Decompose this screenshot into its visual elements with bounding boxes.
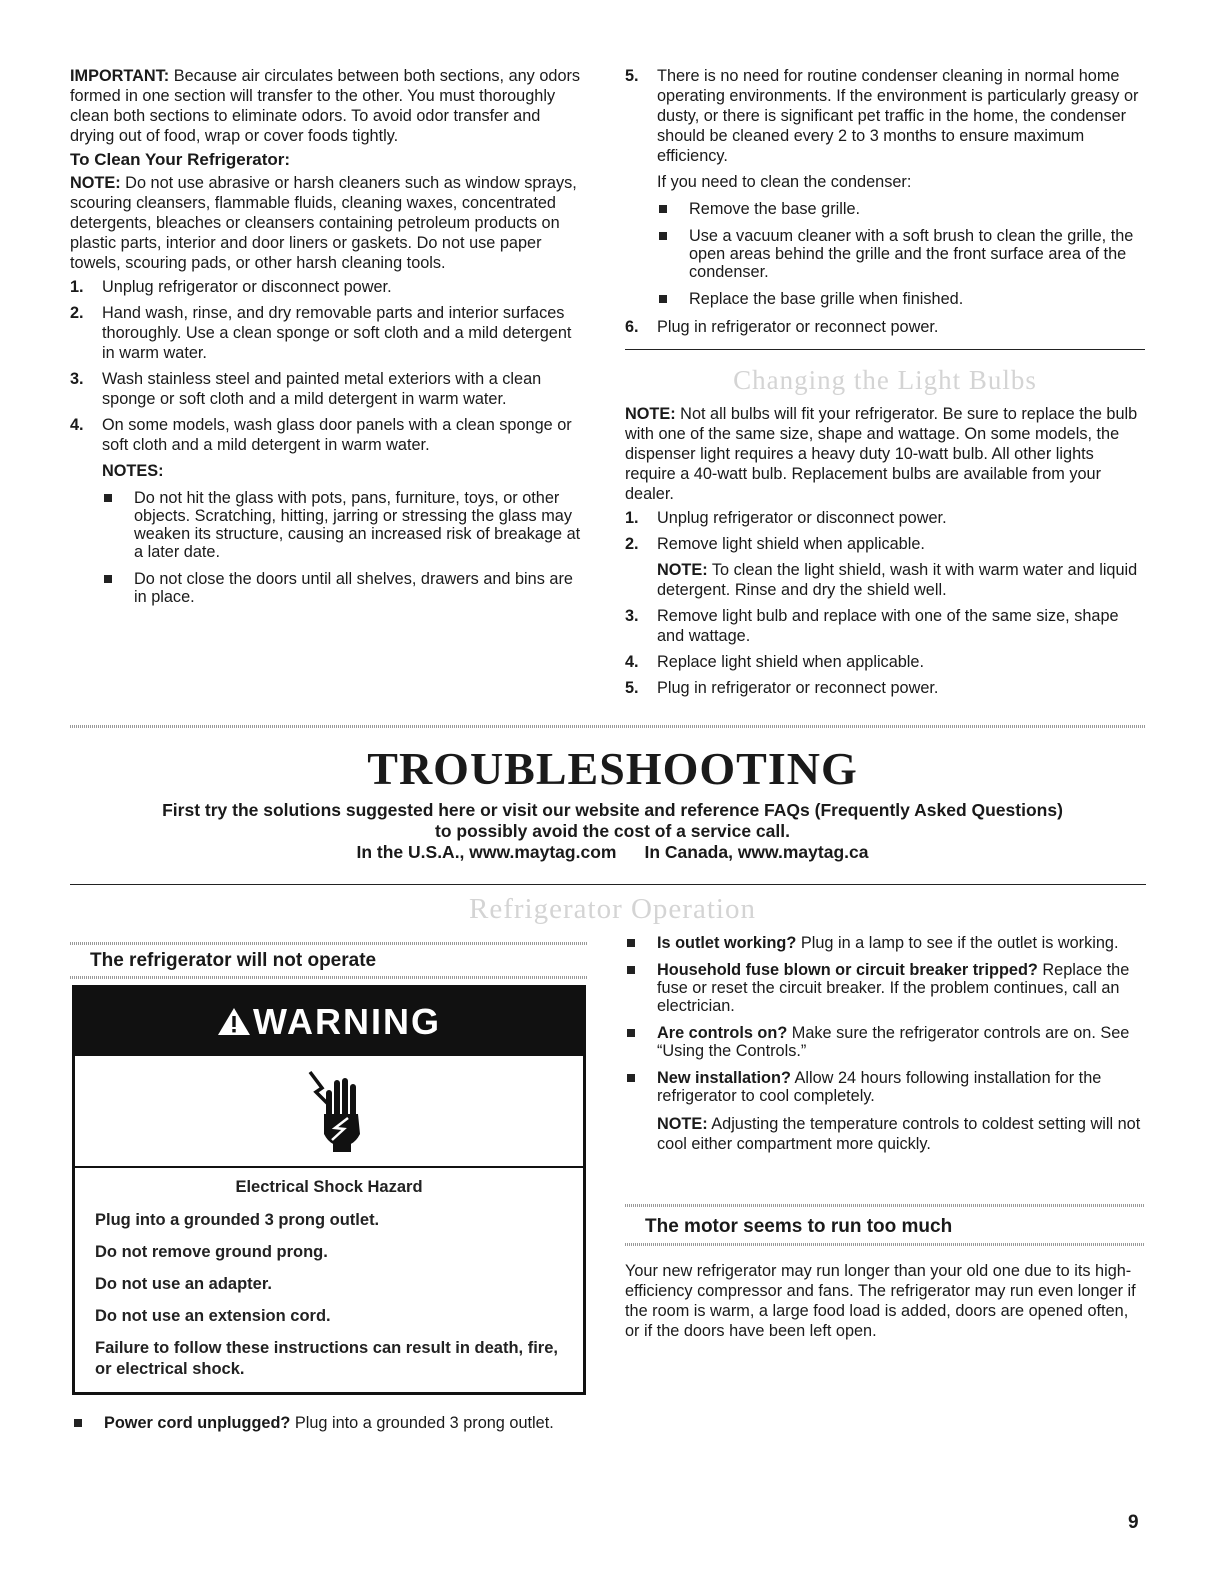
issue-heading: The refrigerator will not operate [90, 950, 377, 971]
note-text: Do not use abrasive or harsh cleaners such as window sprays, scouring cleansers, flammable fluids, cleaning waxes, concentrated detergents, bleaches or cleansers containing petroleum products on plastic parts, interior and door liners or gaskets. Do not use paper towels, scouring pads, or other harsh cleaning tools. [70, 174, 577, 272]
troubleshooting-intro [60, 800, 1165, 863]
warning-label: WARNING [253, 1001, 441, 1042]
condenser-item: Replace the base grille when finished. [657, 290, 1145, 308]
check-item: New installation? Allow 24 hours following installation for the refrigerator to cool completely. [625, 1069, 1145, 1105]
usa-website: In the U.S.A., www.maytag.com [356, 842, 617, 862]
section-rule [70, 884, 1146, 885]
bulb-step: 4. Replace light shield when applicable. [625, 653, 925, 671]
clean-step: 6. Plug in refrigerator or reconnect power. [625, 318, 939, 336]
important-text: Because air circulates between both sections, any odors formed in one section will transfer to the other. You must thoroughly clean both sections to eliminate odors. To avoid odor transfer and drying out of food, wrap or cover foods tightly. [70, 67, 581, 145]
warning-triangle-icon [217, 990, 251, 1058]
intro-line: First try the solutions suggested here or visit our website and reference FAQs (Frequently Asked Questions) [162, 800, 1063, 820]
clean-step: 1. Unplug refrigerator or disconnect power. [70, 278, 392, 296]
condenser-list [625, 200, 1145, 308]
warning-line: Failure to follow these instructions can result in death, fire, or electrical shock. [95, 1339, 558, 1378]
clean-title: To Clean Your Refrigerator: [70, 150, 291, 169]
page-number: 9 [1128, 1512, 1139, 1533]
note-item: Do not hit the glass with pots, pans, furniture, toys, or other objects. Scratching, hitting, jarring or stressing the glass may weaken its structure, causing an increased risk of breakage at a later date. [102, 489, 588, 561]
dotted-divider [625, 1243, 1145, 1246]
hazard-title: Electrical Shock Hazard [235, 1178, 423, 1196]
electrical-shock-icon [308, 1068, 370, 1159]
website-line [60, 842, 1165, 863]
left-column [70, 66, 588, 615]
check-item: Is outlet working? Plug in a lamp to see if the outlet is working. [625, 934, 1145, 952]
dotted-divider [70, 976, 588, 979]
clean-note [70, 173, 588, 273]
warning-line: Plug into a grounded 3 prong outlet. [95, 1211, 380, 1229]
troubleshooting-title: TROUBLESHOOTING [367, 743, 858, 794]
check-item: Household fuse blown or circuit breaker tripped? Replace the fuse or reset the circuit breaker. If the problem continues, call an electrician. [625, 961, 1145, 1015]
bulb-step: 5. Plug in refrigerator or reconnect power. [625, 679, 939, 697]
motor-paragraph: Your new refrigerator may run longer than your old one due to its high-efficiency compressor and fans. The refrigerator may run even longer if the room is warm, a large food load is added, doors are opened often, or if the doors have been left open. [625, 1262, 1136, 1340]
check-item: Are controls on? Make sure the refrigerator controls are on. See “Using the Controls.” [625, 1024, 1145, 1060]
clean-step: 4. On some models, wash glass door panels with a clean sponge or soft cloth and a mild detergent in warm water. [70, 416, 572, 454]
bulbs-section-title: Changing the Light Bulbs [733, 365, 1037, 395]
dotted-divider [625, 1204, 1145, 1207]
condenser-intro: If you need to clean the condenser: [657, 173, 912, 191]
condenser-item: Use a vacuum cleaner with a soft brush to clean the grille, the open areas behind the grille and the front surface area of the condenser. [657, 227, 1145, 281]
issue-heading: The motor seems to run too much [645, 1216, 953, 1237]
check-item: Power cord unplugged? Plug into a grounded 3 prong outlet. [72, 1414, 584, 1432]
warning-line: Do not use an extension cord. [95, 1307, 331, 1325]
refrigerator-operation-title: Refrigerator Operation [469, 893, 756, 925]
right-column [625, 66, 1145, 704]
shield-note: NOTE: To clean the light shield, wash it with warm water and liquid detergent. Rinse and dry the shield well. [657, 561, 1138, 599]
warning-box [72, 985, 586, 1395]
dotted-divider [70, 725, 1146, 728]
bulb-step: 2. Remove light shield when applicable. [625, 535, 925, 553]
canada-website: In Canada, www.maytag.ca [644, 842, 869, 862]
clean-step: 2. Hand wash, rinse, and dry removable parts and interior surfaces thoroughly. Use a clean sponge or soft cloth and a mild detergent in warm water. [70, 304, 572, 362]
notes-label: NOTES: [102, 462, 164, 480]
clean-step: 5. There is no need for routine condenser cleaning in normal home operating environments. If the environment is particularly greasy or dusty, or there is significant pet traffic in the home, the condenser should be cleaned every 2 to 3 months to ensure maximum efficiency. [625, 67, 1139, 165]
warning-line: Do not remove ground prong. [95, 1243, 328, 1261]
warning-line: Do not use an adapter. [95, 1275, 272, 1293]
notes-list [70, 489, 588, 606]
bulb-step: 3. Remove light bulb and replace with one of the same size, shape and wattage. [625, 607, 1119, 645]
note-label: NOTE: [70, 174, 121, 192]
section-rule [625, 349, 1145, 350]
note-item: Do not close the doors until all shelves, drawers and bins are in place. [102, 570, 588, 606]
warning-banner [75, 988, 583, 1056]
intro-line: to possibly avoid the cost of a service call. [435, 821, 790, 841]
install-note: NOTE: Adjusting the temperature controls to coldest setting will not cool either compartment more quickly. [657, 1115, 1141, 1153]
checks-column [625, 934, 1145, 1160]
bulb-step: 1. Unplug refrigerator or disconnect power. [625, 509, 947, 527]
clean-step: 3. Wash stainless steel and painted metal exteriors with a clean sponge or soft cloth and a mild detergent in warm water. [70, 370, 542, 408]
dotted-divider [70, 942, 588, 945]
condenser-item: Remove the base grille. [657, 200, 1145, 218]
important-label: IMPORTANT: [70, 67, 170, 85]
important-paragraph [70, 66, 588, 146]
bulbs-note: NOTE: Not all bulbs will fit your refrigerator. Be sure to replace the bulb with one of the same size, shape and wattage. On some models, the dispenser light requires a heavy duty 10-watt bulb. All other lights require a 40-watt bulb. Replacement bulbs are available from your dealer. [625, 405, 1138, 503]
